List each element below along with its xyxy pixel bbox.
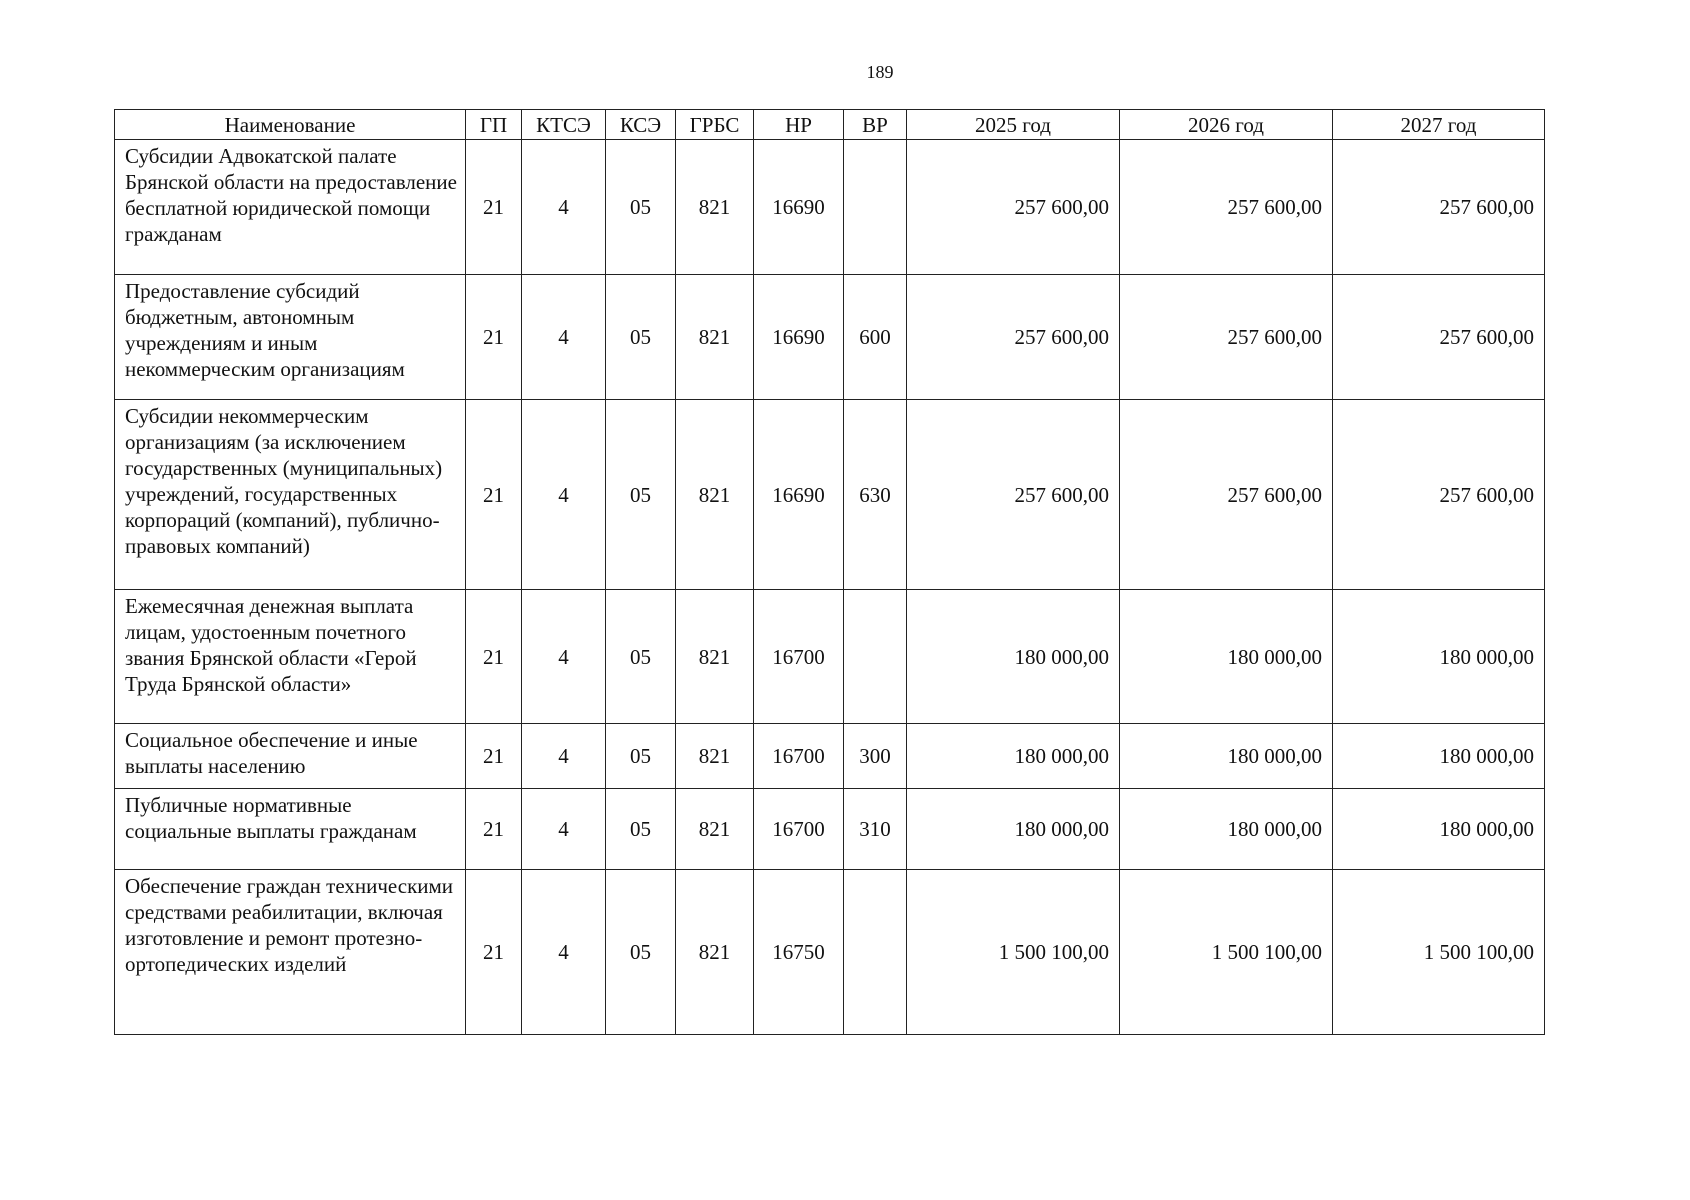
- cell-2025: 257 600,00: [907, 140, 1120, 275]
- cell-nr: 16700: [754, 789, 844, 870]
- cell-gp: 21: [466, 870, 522, 1035]
- column-header-2025: 2025 год: [907, 110, 1120, 140]
- cell-2026: 1 500 100,00: [1120, 870, 1333, 1035]
- cell-ktse: 4: [522, 870, 606, 1035]
- cell-name: Предоставление субсидий бюджетным, автономным учреждениям и иным некоммерческим организациям: [115, 275, 466, 400]
- cell-vr: [844, 590, 907, 724]
- cell-2026: 180 000,00: [1120, 789, 1333, 870]
- cell-2026: 180 000,00: [1120, 724, 1333, 789]
- cell-ktse: 4: [522, 275, 606, 400]
- cell-ktse: 4: [522, 400, 606, 590]
- cell-ktse: 4: [522, 724, 606, 789]
- cell-kse: 05: [606, 400, 676, 590]
- cell-grbs: 821: [676, 140, 754, 275]
- cell-name: Обеспечение граждан техническими средствами реабилитации, включая изготовление и ремонт протезно-ортопедических изделий: [115, 870, 466, 1035]
- cell-name: Публичные нормативные социальные выплаты гражданам: [115, 789, 466, 870]
- cell-grbs: 821: [676, 789, 754, 870]
- cell-gp: 21: [466, 590, 522, 724]
- cell-kse: 05: [606, 140, 676, 275]
- cell-vr: 600: [844, 275, 907, 400]
- cell-vr: 310: [844, 789, 907, 870]
- cell-ktse: 4: [522, 140, 606, 275]
- cell-name: Субсидии некоммерческим организациям (за исключением государственных (муниципальных) учреждений, государственных корпораций (компаний), публично-правовых компаний): [115, 400, 466, 590]
- cell-kse: 05: [606, 724, 676, 789]
- cell-2026: 257 600,00: [1120, 400, 1333, 590]
- cell-kse: 05: [606, 275, 676, 400]
- cell-gp: 21: [466, 724, 522, 789]
- cell-2027: 257 600,00: [1333, 400, 1545, 590]
- cell-name: Социальное обеспечение и иные выплаты населению: [115, 724, 466, 789]
- cell-gp: 21: [466, 400, 522, 590]
- cell-ktse: 4: [522, 590, 606, 724]
- cell-gp: 21: [466, 789, 522, 870]
- column-header-gp: ГП: [466, 110, 522, 140]
- cell-vr: [844, 870, 907, 1035]
- cell-2027: 257 600,00: [1333, 275, 1545, 400]
- cell-2026: 180 000,00: [1120, 590, 1333, 724]
- cell-ktse: 4: [522, 789, 606, 870]
- column-header-kse: КСЭ: [606, 110, 676, 140]
- cell-2025: 180 000,00: [907, 724, 1120, 789]
- cell-nr: 16750: [754, 870, 844, 1035]
- cell-name: Ежемесячная денежная выплата лицам, удостоенным почетного звания Брянской области «Герой Труда Брянской области»: [115, 590, 466, 724]
- column-header-vr: ВР: [844, 110, 907, 140]
- cell-2025: 180 000,00: [907, 789, 1120, 870]
- column-header-grbs: ГРБС: [676, 110, 754, 140]
- cell-grbs: 821: [676, 275, 754, 400]
- cell-grbs: 821: [676, 724, 754, 789]
- column-header-name: Наименование: [115, 110, 466, 140]
- cell-nr: 16690: [754, 275, 844, 400]
- cell-2027: 180 000,00: [1333, 789, 1545, 870]
- column-header-nr: НР: [754, 110, 844, 140]
- cell-2027: 180 000,00: [1333, 590, 1545, 724]
- cell-vr: [844, 140, 907, 275]
- table-header-row: [115, 110, 1545, 140]
- cell-2027: 1 500 100,00: [1333, 870, 1545, 1035]
- table-row: [115, 724, 1545, 789]
- cell-gp: 21: [466, 140, 522, 275]
- cell-nr: 16690: [754, 400, 844, 590]
- table-row: [115, 275, 1545, 400]
- cell-nr: 16700: [754, 590, 844, 724]
- cell-2025: 180 000,00: [907, 590, 1120, 724]
- cell-2026: 257 600,00: [1120, 140, 1333, 275]
- cell-grbs: 821: [676, 870, 754, 1035]
- cell-kse: 05: [606, 590, 676, 724]
- cell-kse: 05: [606, 870, 676, 1035]
- cell-2025: 257 600,00: [907, 275, 1120, 400]
- cell-grbs: 821: [676, 400, 754, 590]
- column-header-ktse: КТСЭ: [522, 110, 606, 140]
- cell-2027: 257 600,00: [1333, 140, 1545, 275]
- cell-nr: 16700: [754, 724, 844, 789]
- table-row: [115, 789, 1545, 870]
- cell-2025: 1 500 100,00: [907, 870, 1120, 1035]
- cell-vr: 300: [844, 724, 907, 789]
- table-row: [115, 400, 1545, 590]
- cell-2026: 257 600,00: [1120, 275, 1333, 400]
- cell-kse: 05: [606, 789, 676, 870]
- column-header-2026: 2026 год: [1120, 110, 1333, 140]
- table-row: [115, 140, 1545, 275]
- cell-vr: 630: [844, 400, 907, 590]
- table-row: [115, 590, 1545, 724]
- cell-2025: 257 600,00: [907, 400, 1120, 590]
- cell-2027: 180 000,00: [1333, 724, 1545, 789]
- cell-grbs: 821: [676, 590, 754, 724]
- cell-gp: 21: [466, 275, 522, 400]
- table-row: [115, 870, 1545, 1035]
- cell-name: Субсидии Адвокатской палате Брянской области на предоставление бесплатной юридической помощи гражданам: [115, 140, 466, 275]
- page-number: 189: [866, 62, 894, 82]
- cell-nr: 16690: [754, 140, 844, 275]
- column-header-2027: 2027 год: [1333, 110, 1545, 140]
- budget-table: [114, 109, 1545, 1035]
